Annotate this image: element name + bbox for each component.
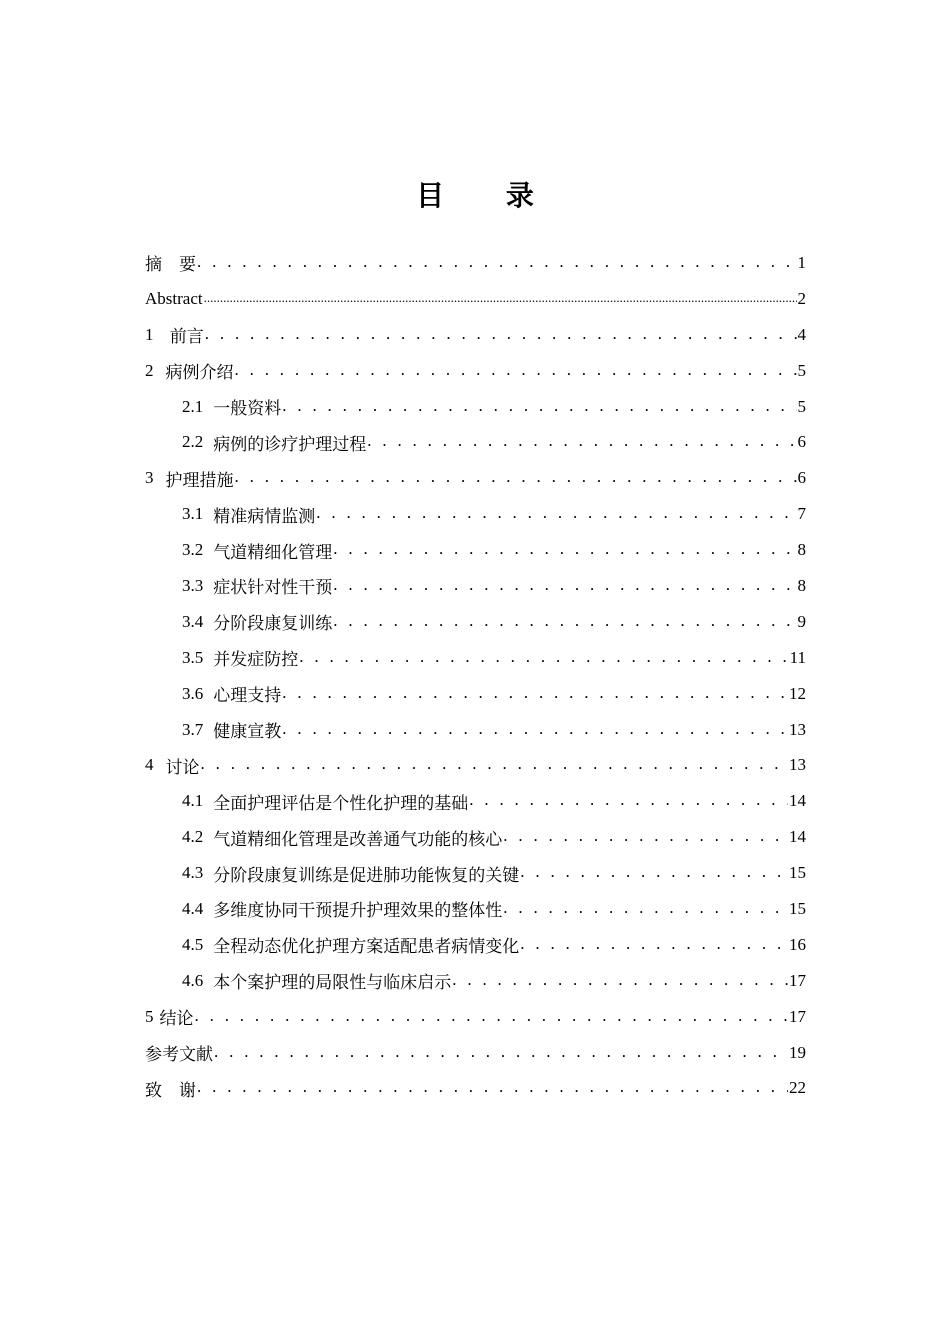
dot-leader: [316, 503, 796, 523]
toc-entry[interactable]: [145, 568, 806, 604]
dot-leader: [201, 754, 789, 774]
toc-entry-page-number: 6: [797, 432, 806, 452]
toc-entry-page-number: 15: [789, 898, 806, 918]
toc-entry-number: 2.1: [182, 396, 204, 416]
toc-entry[interactable]: [145, 855, 806, 891]
toc-entry-text: 多维度协同干预提升护理效果的整体性: [213, 901, 503, 921]
toc-title: 目 录: [416, 179, 560, 212]
dot-leader: [195, 1006, 789, 1026]
toc-entry[interactable]: [145, 532, 806, 568]
dot-leader: [197, 252, 797, 272]
toc-entry-page-number: 7: [797, 504, 806, 524]
toc-entry[interactable]: [145, 640, 806, 676]
dot-leader: [333, 611, 796, 631]
toc-list: [145, 245, 806, 1106]
dot-leader: [333, 539, 796, 559]
toc-entry-text: 并发症防控: [213, 650, 299, 670]
toc-entry-page-number: 13: [789, 719, 806, 739]
toc-entry[interactable]: [145, 999, 806, 1035]
toc-entry-page-number: 12: [789, 683, 806, 703]
toc-entry-number: 1: [145, 324, 154, 344]
dot-leader: [205, 324, 797, 344]
toc-entry-page-number: 8: [797, 540, 806, 560]
toc-entry-text: 健康宣教: [213, 722, 282, 742]
toc-entry-text: 分阶段康复训练: [213, 614, 333, 634]
toc-entry-page-number: 13: [789, 755, 806, 775]
dot-leader: [204, 290, 797, 306]
toc-entry-text: 心理支持: [213, 686, 282, 706]
toc-entry-text: 摘 要: [145, 255, 196, 275]
toc-entry[interactable]: [145, 747, 806, 783]
toc-entry-page-number: 11: [789, 647, 806, 667]
toc-entry[interactable]: [145, 1070, 806, 1106]
toc-entry-number: 3: [145, 468, 154, 488]
toc-entry-page-number: 14: [789, 791, 806, 811]
toc-entry-page-number: 15: [789, 863, 806, 883]
toc-entry[interactable]: [145, 604, 806, 640]
dot-leader: [282, 719, 788, 739]
toc-entry-text: 前言: [165, 327, 204, 347]
toc-entry-page-number: 8: [797, 575, 806, 595]
toc-entry-number: 4.5: [182, 934, 204, 954]
dot-leader: [520, 862, 788, 882]
toc-entry-text: 症状针对性干预: [213, 578, 333, 598]
toc-entry-text: 参考文献: [145, 1045, 213, 1065]
toc-entry-page-number: 4: [797, 324, 806, 344]
toc-entry-text: Abstract: [145, 288, 203, 308]
toc-entry-page-number: 2: [797, 288, 806, 308]
toc-entry-number: 4.4: [182, 898, 204, 918]
toc-entry[interactable]: [145, 317, 806, 353]
toc-entry[interactable]: [145, 424, 806, 460]
toc-entry-number: 3.5: [182, 647, 204, 667]
toc-entry-text: 分阶段康复训练是促进肺功能恢复的关键: [213, 865, 520, 885]
toc-entry-text: 病例的诊疗护理过程: [213, 434, 367, 454]
dot-leader: [282, 683, 788, 703]
toc-entry-text: 全程动态优化护理方案适配患者病情变化: [213, 937, 520, 957]
toc-entry-text: 一般资料: [213, 399, 282, 418]
toc-entry-text: 精准病情监测: [213, 506, 316, 526]
toc-entry[interactable]: [145, 712, 806, 748]
toc-entry-text: 病例介绍: [165, 363, 234, 383]
toc-entry[interactable]: [145, 783, 806, 819]
dot-leader: [452, 970, 788, 990]
toc-entry[interactable]: [145, 353, 806, 389]
dot-leader: [282, 396, 796, 416]
toc-entry-number: 3.3: [182, 575, 204, 595]
toc-entry[interactable]: [145, 819, 806, 855]
toc-entry-number: 4.1: [182, 791, 204, 811]
toc-entry-number: 4.3: [182, 863, 204, 883]
toc-entry-page-number: 17: [789, 1006, 806, 1026]
toc-entry[interactable]: [145, 927, 806, 963]
toc-entry-page-number: 1: [797, 252, 806, 272]
toc-entry-page-number: 16: [789, 934, 806, 954]
toc-entry-number: 3.1: [182, 504, 204, 524]
toc-entry[interactable]: [145, 245, 806, 281]
toc-entry[interactable]: [145, 460, 806, 496]
dot-leader: [503, 898, 788, 918]
toc-entry-text: 致 谢: [145, 1080, 196, 1100]
toc-entry-text: 气道精细化管理: [213, 542, 333, 562]
toc-entry-text: 气道精细化管理是改善通气功能的核心: [213, 829, 503, 849]
toc-entry[interactable]: [145, 1035, 806, 1071]
dot-leader: [214, 1042, 788, 1062]
toc-entry-number: 2.2: [182, 432, 204, 452]
toc-entry-page-number: 5: [797, 396, 806, 416]
dot-leader: [235, 467, 797, 487]
toc-entry[interactable]: [145, 281, 806, 317]
toc-entry-text: 全面护理评估是个性化护理的基础: [213, 793, 469, 813]
toc-entry-text: 讨论: [165, 757, 200, 777]
dot-leader: [367, 431, 796, 451]
toc-entry-page-number: 9: [797, 611, 806, 631]
toc-entry-number: 5: [145, 1006, 154, 1026]
toc-entry-page-number: 22: [789, 1078, 806, 1098]
toc-entry-page-number: 6: [797, 468, 806, 488]
toc-entry-number: 4.6: [182, 970, 204, 990]
toc-entry-page-number: 14: [789, 827, 806, 847]
dot-leader: [197, 1077, 788, 1097]
toc-entry-page-number: 5: [797, 360, 806, 380]
dot-leader: [469, 790, 788, 810]
dot-leader: [503, 826, 788, 846]
dot-leader: [520, 934, 788, 954]
toc-entry-text: 护理措施: [165, 470, 234, 490]
toc-entry-number: 4.2: [182, 827, 204, 847]
toc-entry-page-number: 17: [789, 970, 806, 990]
toc-entry-number: 3.6: [182, 683, 204, 703]
toc-entry[interactable]: [145, 891, 806, 927]
toc-entry-number: 3.4: [182, 611, 204, 631]
dot-leader: [299, 647, 788, 667]
toc-entry-number: 3.7: [182, 719, 204, 739]
dot-leader: [333, 575, 796, 595]
toc-entry-number: 4: [145, 755, 154, 775]
toc-entry[interactable]: [145, 389, 806, 425]
toc-entry-text: 结论: [159, 1009, 194, 1029]
toc-entry[interactable]: [145, 676, 806, 712]
toc-entry-text: 本个案护理的局限性与临床启示: [213, 973, 452, 993]
toc-entry-page-number: 19: [789, 1042, 806, 1062]
toc-entry-number: 3.2: [182, 540, 204, 560]
toc-entry[interactable]: [145, 496, 806, 532]
dot-leader: [235, 360, 797, 380]
toc-entry-number: 2: [145, 360, 154, 380]
toc-entry[interactable]: [145, 963, 806, 999]
